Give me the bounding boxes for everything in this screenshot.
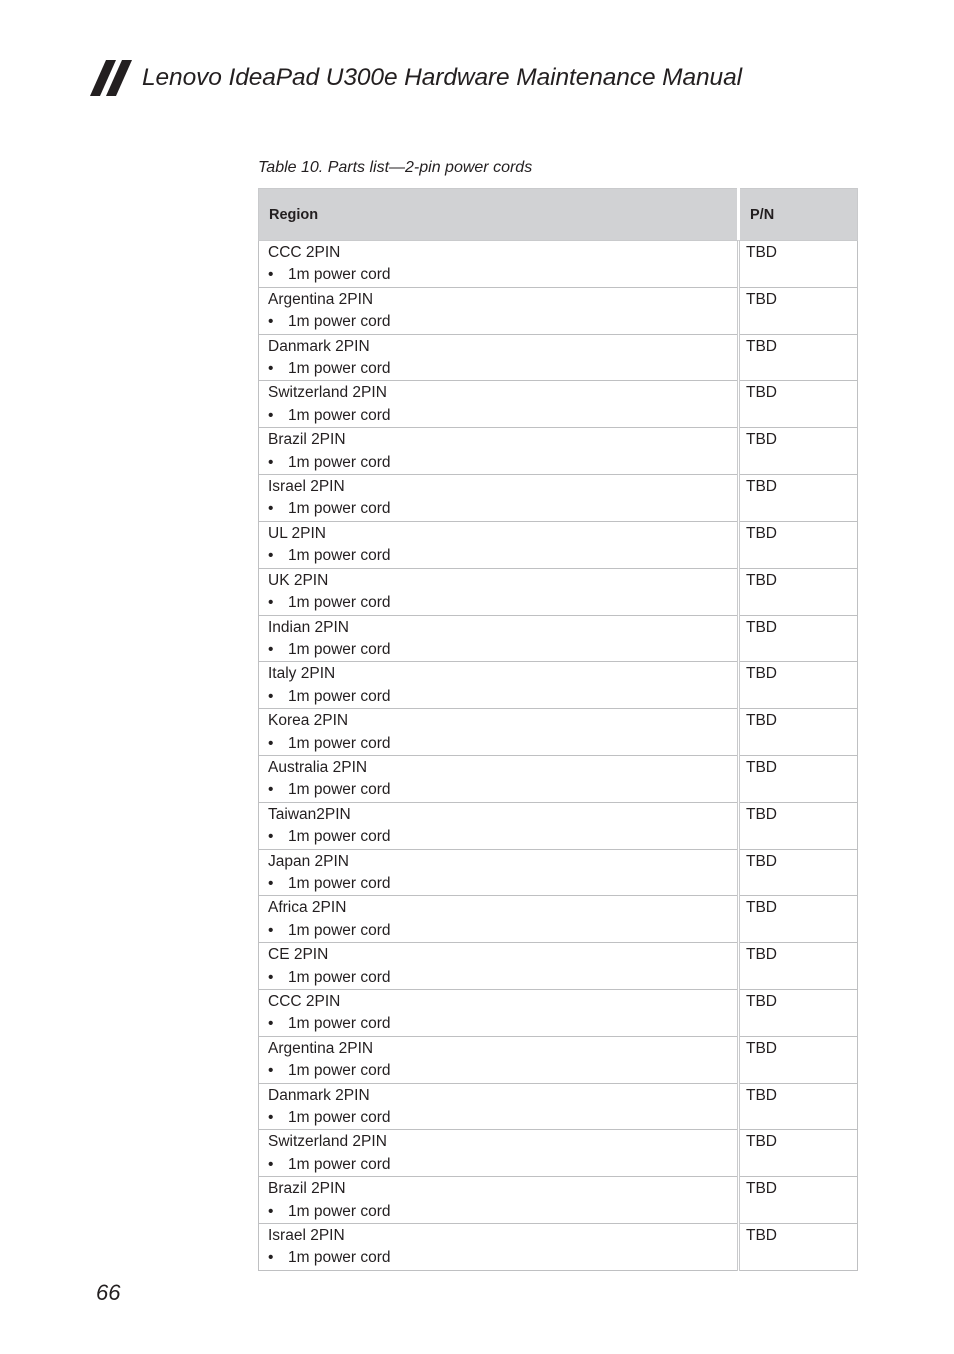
region-detail <box>268 686 728 708</box>
region-name: Switzerland 2PIN <box>268 1133 387 1151</box>
region-detail-text: 1m power cord <box>288 360 391 378</box>
region-detail-text: 1m power cord <box>288 874 391 892</box>
table-row <box>259 849 858 896</box>
region-detail <box>268 826 728 848</box>
region-detail <box>268 733 728 755</box>
region-name: Japan 2PIN <box>268 852 349 870</box>
region-cell <box>259 1083 739 1130</box>
region-detail <box>268 967 728 989</box>
pn-cell: TBD <box>739 896 858 943</box>
pn-cell: TBD <box>739 241 858 288</box>
pn-cell: TBD <box>739 381 858 428</box>
region-name: Australia 2PIN <box>268 758 368 776</box>
region-cell <box>259 334 739 381</box>
table-header-row <box>259 189 858 241</box>
table-row <box>259 1177 858 1224</box>
bullet-icon: • <box>268 1109 274 1127</box>
region-detail <box>268 311 728 333</box>
region-detail <box>268 1154 728 1176</box>
pn-cell: TBD <box>739 662 858 709</box>
parts-table <box>258 188 858 1271</box>
pn-cell: TBD <box>739 990 858 1037</box>
bullet-icon: • <box>268 1062 274 1080</box>
pn-cell: TBD <box>739 1083 858 1130</box>
region-name: Argentina 2PIN <box>268 290 374 308</box>
region-name: UK 2PIN <box>268 571 329 589</box>
region-cell <box>259 428 739 475</box>
pn-cell: TBD <box>739 287 858 334</box>
table-row <box>259 241 858 288</box>
bullet-icon: • <box>268 594 274 612</box>
region-cell <box>259 568 739 615</box>
region-cell <box>259 709 739 756</box>
region-cell <box>259 943 739 990</box>
bullet-icon: • <box>268 266 274 284</box>
region-detail-text: 1m power cord <box>288 828 391 846</box>
table-row <box>259 1224 858 1271</box>
bullet-icon: • <box>268 921 274 939</box>
table-row <box>259 287 858 334</box>
region-detail <box>268 592 728 614</box>
region-detail <box>268 779 728 801</box>
table-row <box>259 475 858 522</box>
bullet-icon: • <box>268 360 274 378</box>
region-detail <box>268 1107 728 1129</box>
region-name: CCC 2PIN <box>268 244 341 261</box>
region-cell <box>259 1036 739 1083</box>
table-row <box>259 755 858 802</box>
bullet-icon: • <box>268 547 274 565</box>
region-name: UL 2PIN <box>268 524 327 542</box>
table-row <box>259 334 858 381</box>
table-row <box>259 428 858 475</box>
bullet-icon: • <box>268 1202 274 1220</box>
table-row <box>259 1130 858 1177</box>
region-detail-text: 1m power cord <box>288 734 391 752</box>
bullet-icon: • <box>268 453 274 471</box>
region-cell <box>259 990 739 1037</box>
region-detail <box>268 1201 728 1223</box>
region-cell <box>259 475 739 522</box>
region-cell <box>259 849 739 896</box>
region-cell <box>259 521 739 568</box>
region-detail-text: 1m power cord <box>288 1062 391 1080</box>
region-name: Brazil 2PIN <box>268 431 346 449</box>
pn-cell: TBD <box>739 709 858 756</box>
table-row <box>259 1036 858 1083</box>
bullet-icon: • <box>268 781 274 799</box>
bullet-icon: • <box>268 313 274 331</box>
bullet-icon: • <box>268 687 274 705</box>
bullet-icon: • <box>268 1015 274 1033</box>
pn-cell: TBD <box>739 1036 858 1083</box>
bullet-icon: • <box>268 828 274 846</box>
region-detail-text: 1m power cord <box>288 500 391 518</box>
bullet-icon: • <box>268 968 274 986</box>
region-detail <box>268 873 728 895</box>
pn-cell: TBD <box>739 1177 858 1224</box>
page-number: 66 <box>96 1280 121 1305</box>
region-detail-text: 1m power cord <box>288 687 391 705</box>
bullet-icon: • <box>268 874 274 892</box>
region-name: Danmark 2PIN <box>268 1086 370 1104</box>
pn-cell: TBD <box>739 849 858 896</box>
table-row <box>259 709 858 756</box>
table-row <box>259 990 858 1037</box>
region-cell <box>259 615 739 662</box>
bullet-icon: • <box>268 500 274 518</box>
pn-cell: TBD <box>739 1130 858 1177</box>
column-header-pn: P/N <box>739 189 858 241</box>
page-header <box>90 58 742 98</box>
pn-cell: TBD <box>739 615 858 662</box>
region-detail <box>268 639 728 661</box>
region-name: CCC 2PIN <box>268 993 341 1010</box>
region-name: Brazil 2PIN <box>268 1180 346 1198</box>
region-detail-text: 1m power cord <box>288 640 391 658</box>
region-name: Indian 2PIN <box>268 618 349 636</box>
region-detail <box>268 1013 728 1035</box>
region-detail <box>268 1247 728 1269</box>
region-detail-text: 1m power cord <box>288 1249 391 1267</box>
pn-cell: TBD <box>739 943 858 990</box>
region-detail-text: 1m power cord <box>288 1155 391 1173</box>
region-name: Israel 2PIN <box>268 1227 345 1245</box>
table-row <box>259 381 858 428</box>
table-caption: Table 10. Parts list—2-pin power cords <box>258 159 533 176</box>
region-name: Switzerland 2PIN <box>268 384 387 402</box>
pn-cell: TBD <box>739 521 858 568</box>
region-detail-text: 1m power cord <box>288 547 391 565</box>
region-detail <box>268 358 728 380</box>
region-name: Italy 2PIN <box>268 665 336 683</box>
bullet-icon: • <box>268 734 274 752</box>
region-detail <box>268 498 728 520</box>
bullet-icon: • <box>268 406 274 424</box>
region-detail-text: 1m power cord <box>288 1109 391 1127</box>
region-detail-text: 1m power cord <box>288 921 391 939</box>
region-detail-text: 1m power cord <box>288 266 391 284</box>
region-cell <box>259 662 739 709</box>
region-detail-text: 1m power cord <box>288 1202 391 1220</box>
region-name: Taiwan2PIN <box>268 805 351 823</box>
region-detail-text: 1m power cord <box>288 406 391 424</box>
pn-cell: TBD <box>739 568 858 615</box>
region-cell <box>259 1130 739 1177</box>
pn-cell: TBD <box>739 428 858 475</box>
table-row <box>259 896 858 943</box>
region-detail-text: 1m power cord <box>288 453 391 471</box>
manual-title: Lenovo IdeaPad U300e Hardware Maintenance Manual <box>142 64 742 91</box>
region-name: CE 2PIN <box>268 946 329 964</box>
region-name: Israel 2PIN <box>268 478 345 496</box>
pn-cell: TBD <box>739 802 858 849</box>
double-slash-logo-icon <box>90 60 134 96</box>
bullet-icon: • <box>268 1249 274 1267</box>
table-row <box>259 568 858 615</box>
region-detail-text: 1m power cord <box>288 313 391 331</box>
region-detail <box>268 920 728 942</box>
bullet-icon: • <box>268 640 274 658</box>
region-cell <box>259 1224 739 1271</box>
region-name: Danmark 2PIN <box>268 337 370 355</box>
region-detail-text: 1m power cord <box>288 594 391 612</box>
region-detail-text: 1m power cord <box>288 781 391 799</box>
region-cell <box>259 1177 739 1224</box>
region-name: Korea 2PIN <box>268 712 349 730</box>
pn-cell: TBD <box>739 1224 858 1271</box>
region-cell <box>259 241 739 288</box>
region-detail-text: 1m power cord <box>288 1015 391 1033</box>
table-row <box>259 615 858 662</box>
column-header-region: Region <box>259 189 739 241</box>
pn-cell: TBD <box>739 755 858 802</box>
table-row <box>259 662 858 709</box>
region-detail <box>268 545 728 567</box>
region-detail <box>268 452 728 474</box>
table-row <box>259 802 858 849</box>
region-detail <box>268 405 728 427</box>
region-cell <box>259 287 739 334</box>
pn-cell: TBD <box>739 334 858 381</box>
region-detail <box>268 264 728 286</box>
table-body <box>259 241 858 1271</box>
region-name: Africa 2PIN <box>268 899 347 917</box>
pn-cell: TBD <box>739 475 858 522</box>
region-detail <box>268 1060 728 1082</box>
region-cell <box>259 896 739 943</box>
region-cell <box>259 381 739 428</box>
table-row <box>259 943 858 990</box>
table-row <box>259 1083 858 1130</box>
region-name: Argentina 2PIN <box>268 1039 374 1057</box>
region-cell <box>259 755 739 802</box>
region-cell <box>259 802 739 849</box>
bullet-icon: • <box>268 1155 274 1173</box>
region-detail-text: 1m power cord <box>288 968 391 986</box>
table-row <box>259 521 858 568</box>
